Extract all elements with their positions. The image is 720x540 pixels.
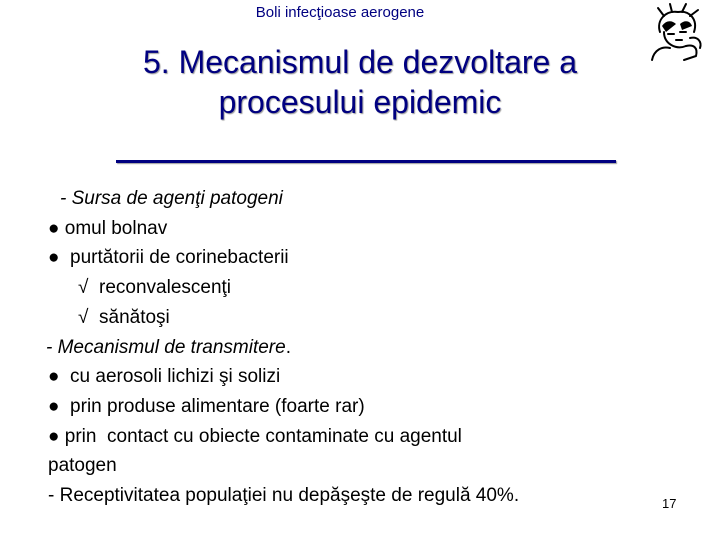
list-item-text: prin contact cu obiecte contaminate cu agentul (64, 425, 462, 447)
receptivity-note: - Receptivitatea populaţiei nu depăşeşte de regulă 40%. (48, 485, 520, 507)
sub-item-text: reconvalescenţi (99, 277, 232, 299)
check-icon: √ (78, 277, 89, 299)
title-underline (116, 160, 616, 163)
check-icon: √ (78, 306, 89, 328)
list-item-text: purtătorii de corinebacterii (70, 247, 289, 269)
sub-item-convalescent (48, 273, 688, 303)
bullet-icon: ● (48, 395, 60, 417)
list-item-text: cu aerosoli lichizi şi solizi (70, 366, 281, 388)
slide-header: Boli infecţioase aerogene (255, 4, 425, 21)
list-item-aerosols (48, 362, 688, 392)
bullet-icon: ● (48, 425, 60, 447)
list-item-carriers (48, 243, 688, 273)
bullet-icon: ● (48, 247, 60, 269)
list-item-text: prin produse alimentare (foarte rar) (70, 395, 365, 417)
bullet-icon: ● (48, 366, 60, 388)
source-heading: - Sursa de agenţi patogeni (60, 188, 283, 209)
bullet-icon: ● (48, 217, 60, 239)
slide-title-line-1: 5. Mecanismul de dezvoltare a (143, 44, 577, 80)
list-item-sick (48, 214, 688, 244)
mechanism-heading-text: - Mecanismul de transmitere (46, 336, 286, 358)
sub-item-text: sănătoşi (99, 306, 170, 328)
slide-title-line-2: procesului epidemic (218, 84, 502, 120)
slide-title (0, 42, 720, 122)
mechanism-heading-period: . (285, 336, 291, 358)
sub-item-healthy (48, 303, 688, 333)
list-item-food (48, 392, 688, 422)
slide-body (48, 184, 688, 511)
list-item-contact-continued: patogen (48, 455, 117, 477)
mechanism-heading (46, 333, 688, 363)
page-number: 17 (662, 496, 677, 511)
list-item-text: omul bolnav (64, 217, 168, 239)
list-item-contact (48, 422, 688, 452)
